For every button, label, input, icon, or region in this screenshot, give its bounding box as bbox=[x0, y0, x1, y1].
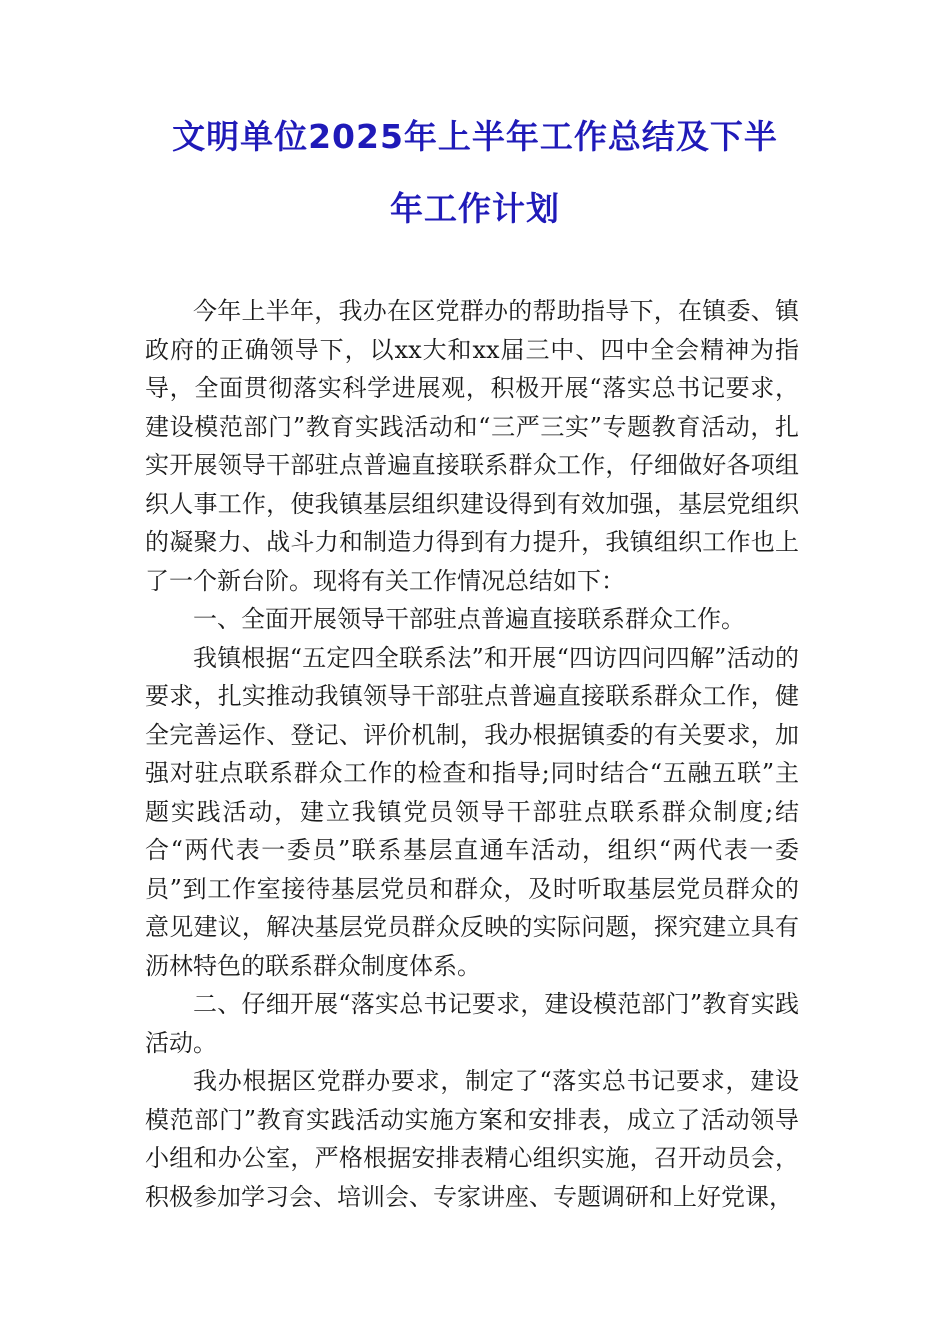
intro-paragraph: 今年上半年，我办在区党群办的帮助指导下，在镇委、镇政府的正确领导下，以xx大和xx届三中、四中全会精神为指导，全面贯彻落实科学进展观，积极开展“落实总书记要求，建设模范部门”教育实践活动和“三严三实”专题教育活动，扎实开展领导干部驻点普遍直接联系群众工作，仔细做好各项组织人事工作，使我镇基层组织建设得到有效加强，基层党组织的凝聚力、战斗力和制造力得到有力提升，我镇组织工作也上了一个新台阶。现将有关工作情况总结如下： bbox=[145, 297, 799, 595]
title-line-2: 年工作计划 bbox=[390, 189, 560, 228]
document-title bbox=[100, 118, 850, 228]
document-body bbox=[145, 292, 799, 1216]
section-heading-2: 二、仔细开展“落实总书记要求，建设模范部门”教育实践活动。 bbox=[145, 990, 799, 1057]
section-paragraph-1: 我镇根据“五定四全联系法”和开展“四访四问四解”活动的要求，扎实推动我镇领导干部驻点普遍直接联系群众工作，健全完善运作、登记、评价机制，我办根据镇委的有关要求，加强对驻点联系群众工作的检查和指导;同时结合“五融五联”主题实践活动，建立我镇党员领导干部驻点联系群众制度;结合“两代表一委员”联系基层直通车活动，组织“两代表一委员”到工作室接待基层党员和群众，及时听取基层党员群众的意见建议，解决基层党员群众反映的实际问题，探究建立具有沥林特色的联系群众制度体系。 bbox=[145, 643, 799, 980]
section-heading-1: 一、全面开展领导干部驻点普遍直接联系群众工作。 bbox=[193, 605, 745, 633]
section-paragraph-2: 我办根据区党群办要求，制定了“落实总书记要求，建设模范部门”教育实践活动实施方案和安排表，成立了活动领导小组和办公室，严格根据安排表精心组织实施，召开动员会，积极参加学习会、培训会、专家讲座、专题调研和上好党课， bbox=[145, 1067, 799, 1211]
title-line-1: 文明单位2025年上半年工作总结及下半 bbox=[172, 117, 778, 156]
